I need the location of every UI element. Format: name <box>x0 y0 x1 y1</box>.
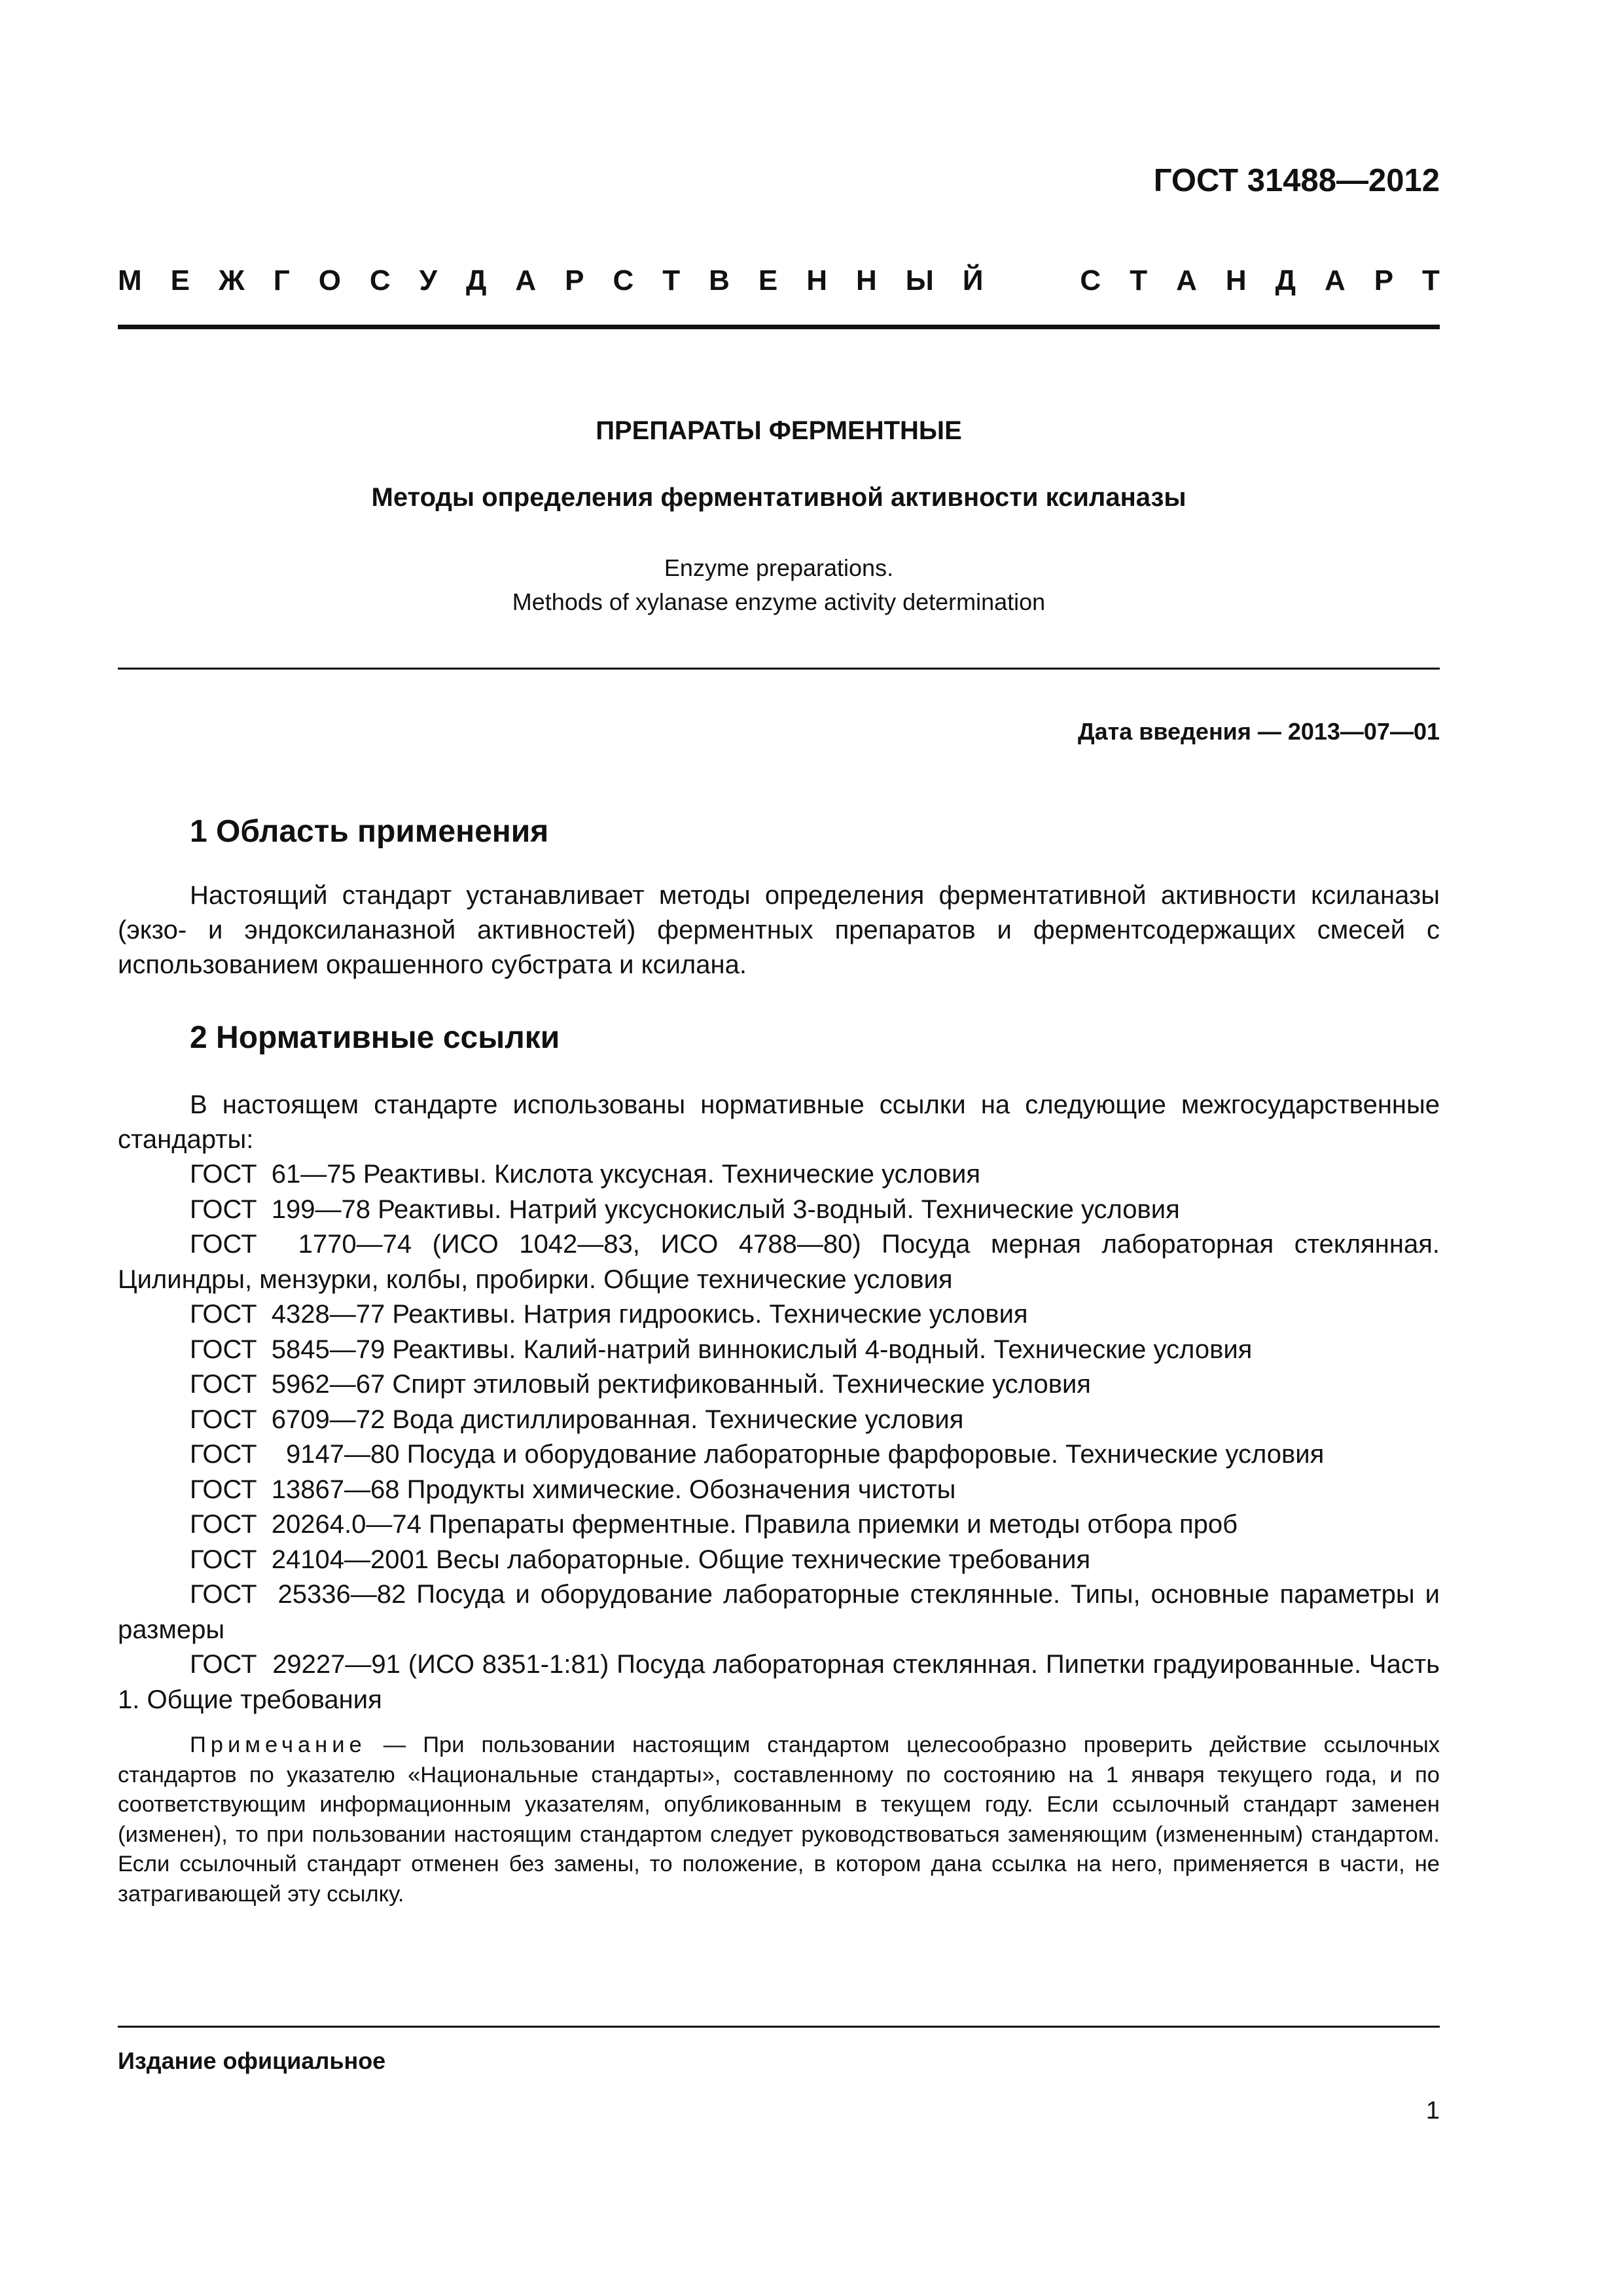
reference-text: (ИСО 1042—83, ИСО 4788—80) Посуда мерная лабораторная стеклянная. Цилиндры, мензурки, колбы, пробирки. Общие технические условия <box>118 1230 1440 1294</box>
reference-code: ГОСТ 9147—80 <box>190 1440 400 1469</box>
page-number: 1 <box>1425 2097 1440 2125</box>
banner-letter: О <box>318 264 341 296</box>
banner-letter: С <box>1080 264 1101 296</box>
reference-text: Спирт этиловый ректификованный. Технические условия <box>385 1370 1091 1399</box>
reference-item <box>118 1543 1440 1578</box>
document-title: ПРЕПАРАТЫ ФЕРМЕНТНЫЕ <box>596 416 962 445</box>
reference-text: Посуда и оборудование лабораторные фарфоровые. Технические условия <box>399 1440 1325 1469</box>
official-edition-label: Издание официальное <box>118 2047 386 2074</box>
banner-letter: Д <box>1275 264 1296 296</box>
reference-text: Реактивы. Калий-натрий виннокислый 4-водный. Технические условия <box>385 1335 1253 1364</box>
title-divider <box>118 668 1440 670</box>
reference-code: ГОСТ 5962—67 <box>190 1370 385 1399</box>
reference-list <box>118 1157 1440 1717</box>
reference-item <box>118 1333 1440 1368</box>
reference-item <box>118 1647 1440 1717</box>
banner-letter: Й <box>962 264 984 296</box>
banner-letter: Р <box>1374 264 1394 296</box>
banner-letter: Ы <box>905 264 934 296</box>
banner-letter: Т <box>1422 264 1440 296</box>
banner-word-gap <box>1012 264 1051 297</box>
reference-text: Реактивы. Кислота уксусная. Технические условия <box>355 1160 980 1189</box>
banner-letter: Г <box>273 264 290 296</box>
banner-letter: М <box>118 264 142 296</box>
section-paragraph-scope: Настоящий стандарт устанавливает методы определения ферментативной активности ксиланазы (экзо- и эндоксиланазной активностей) ферментных препаратов и ферментсодержащих смесей с использованием окрашенного субстрата и ксилана. <box>118 881 1440 979</box>
banner-letter: С <box>369 264 391 296</box>
english-title <box>118 551 1440 619</box>
reference-note <box>118 1731 1440 1909</box>
banner-letter: Н <box>806 264 828 296</box>
reference-item <box>118 1297 1440 1333</box>
reference-code: ГОСТ 61—75 <box>190 1160 356 1189</box>
note-text: — При пользовании настоящим стандартом целесообразно проверить действие ссылочных стандартов по указателю «Национальные стандарты», составленному по состоянию на 1 января текущего года, и по соответствующим информационным указателям, опубликованным в текущем году. Если ссылочный стандарт заменен (изменен), то при пользовании настоящим стандартом следует руководствоваться заменяющим (измененным) стандартом. Если ссылочный стандарт отменен без замены, то положение, в котором дана ссылка на него, применяется в части, не затрагивающей эту ссылку. <box>118 1732 1440 1907</box>
reference-code: ГОСТ 20264.0—74 <box>190 1510 421 1539</box>
reference-code: ГОСТ 29227—91 <box>190 1650 401 1679</box>
reference-item <box>118 1507 1440 1543</box>
header-divider <box>118 325 1440 329</box>
banner-letter: У <box>419 264 438 296</box>
banner-letter: А <box>1324 264 1346 296</box>
reference-item <box>118 1227 1440 1297</box>
reference-code: ГОСТ 13867—68 <box>190 1475 400 1504</box>
reference-item <box>118 1437 1440 1473</box>
reference-text: Посуда и оборудование лабораторные стеклянные. Типы, основные параметры и размеры <box>118 1580 1440 1644</box>
banner-letter: Е <box>758 264 778 296</box>
banner-letter: Н <box>856 264 877 296</box>
introduction-date: Дата введения — 2013—07—01 <box>1077 718 1440 745</box>
reference-text: Продукты химические. Обозначения чистоты <box>399 1475 956 1504</box>
reference-code: ГОСТ 6709—72 <box>190 1405 385 1434</box>
reference-code: ГОСТ 25336—82 <box>190 1580 406 1609</box>
reference-text: Вода дистиллированная. Технические условия <box>385 1405 964 1434</box>
banner-letter: Р <box>565 264 584 296</box>
english-title-line: Methods of xylanase enzyme activity determination <box>512 588 1046 615</box>
reference-code: ГОСТ 24104—2001 <box>190 1545 429 1574</box>
banner-letter: А <box>1176 264 1197 296</box>
english-title-line: Enzyme preparations. <box>664 554 894 581</box>
section-heading-scope: 1 Область применения <box>190 814 549 849</box>
reference-code: ГОСТ 4328—77 <box>190 1300 385 1329</box>
document-subtitle: Методы определения ферментативной активности ксиланазы <box>371 483 1186 512</box>
reference-text: Реактивы. Натрий уксуснокислый 3-водный. Технические условия <box>370 1194 1180 1224</box>
document-page <box>118 0 1440 2296</box>
banner-letter: Е <box>170 264 190 296</box>
section-paragraph-references: В настоящем стандарте использованы нормативные ссылки на следующие межгосударственные стандарты: <box>118 1090 1440 1154</box>
banner-letter: Т <box>1130 264 1148 296</box>
reference-item <box>118 1193 1440 1228</box>
reference-code: ГОСТ 199—78 <box>190 1194 370 1224</box>
reference-text: Препараты ферментные. Правила приемки и методы отбора проб <box>421 1510 1238 1539</box>
banner-letter: А <box>515 264 537 296</box>
reference-item <box>118 1577 1440 1647</box>
banner-letter: Ж <box>218 264 245 296</box>
reference-item <box>118 1157 1440 1193</box>
note-label: Примечание <box>190 1732 366 1757</box>
reference-item <box>118 1367 1440 1403</box>
banner-letter: Т <box>662 264 681 296</box>
reference-item <box>118 1473 1440 1508</box>
reference-text: Реактивы. Натрия гидроокись. Технические условия <box>385 1300 1028 1329</box>
banner-letter: С <box>613 264 634 296</box>
banner-letter: Д <box>466 264 487 296</box>
interstate-standard-banner <box>118 264 1440 297</box>
reference-code: ГОСТ 5845—79 <box>190 1335 385 1364</box>
section-heading-references: 2 Нормативные ссылки <box>190 1020 560 1055</box>
banner-letter: Н <box>1225 264 1247 296</box>
reference-item <box>118 1403 1440 1438</box>
reference-code: ГОСТ 1770—74 <box>190 1230 412 1259</box>
gost-number: ГОСТ 31488—2012 <box>1153 163 1440 198</box>
banner-letter: В <box>709 264 730 296</box>
reference-text: Весы лабораторные. Общие технические требования <box>428 1545 1091 1574</box>
reference-text: (ИСО 8351-1:81) Посуда лабораторная стеклянная. Пипетки градуированные. Часть 1. Общие требования <box>118 1650 1440 1714</box>
footer-divider <box>118 2026 1440 2028</box>
